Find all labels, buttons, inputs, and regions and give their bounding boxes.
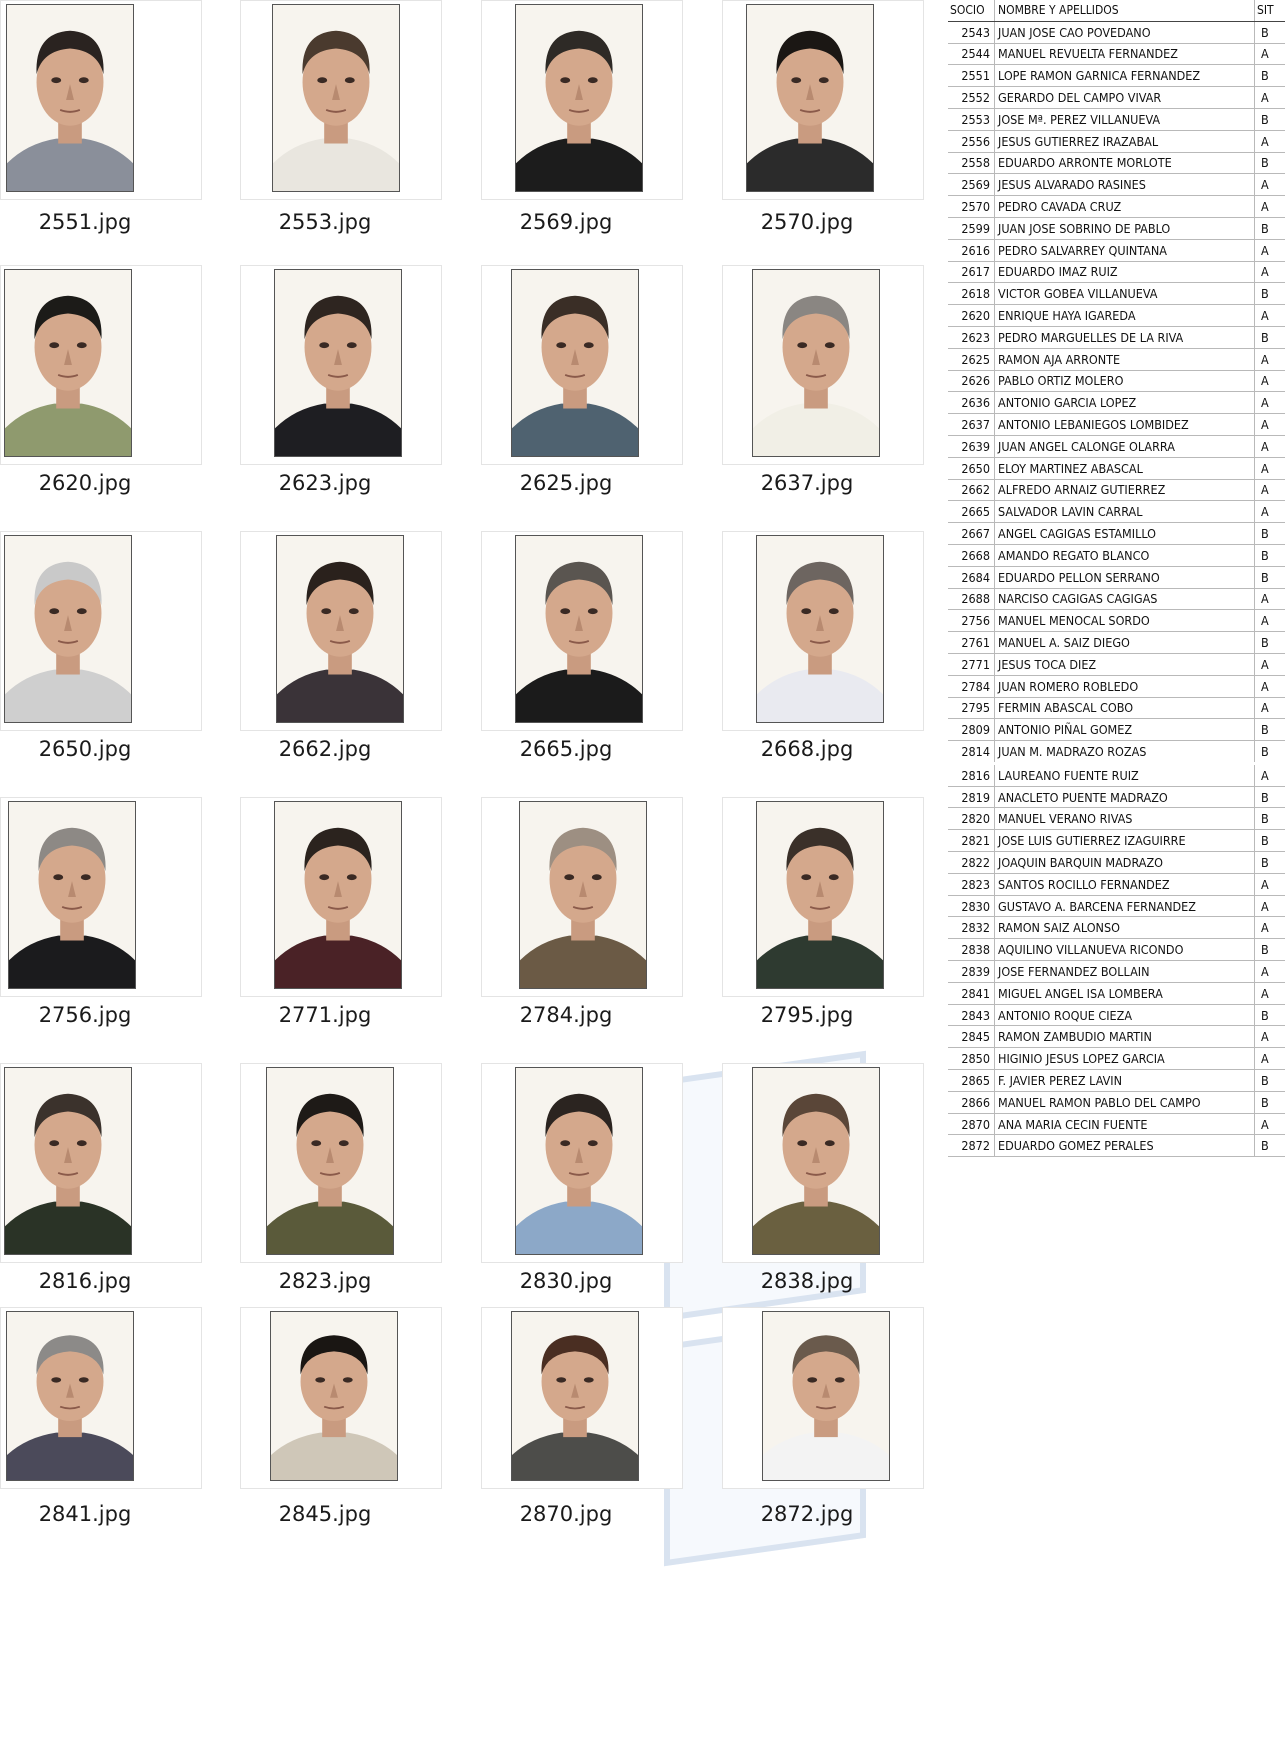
member-name: JOSE Mª. PEREZ VILLANUEVA xyxy=(995,108,1255,130)
member-number: 2637 xyxy=(948,414,995,436)
portrait-photo xyxy=(746,4,874,192)
member-status: A xyxy=(1255,479,1285,501)
roster-row xyxy=(948,1048,1285,1070)
roster-row xyxy=(948,479,1285,501)
member-status: A xyxy=(1255,239,1285,261)
roster-row xyxy=(948,326,1285,348)
member-number: 2626 xyxy=(948,370,995,392)
member-name: ANTONIO GARCIA LOPEZ xyxy=(995,392,1255,414)
member-name: LOPE RAMON GARNICA FERNANDEZ xyxy=(995,65,1255,87)
roster-row xyxy=(948,982,1285,1004)
member-status: B xyxy=(1255,544,1285,566)
member-status: A xyxy=(1255,174,1285,196)
member-name: JESUS GUTIERREZ IRAZABAL xyxy=(995,130,1255,152)
roster-row xyxy=(948,392,1285,414)
member-name: JUAN M. MADRAZO ROZAS xyxy=(995,741,1255,764)
member-name: JOAQUIN BARQUIN MADRAZO xyxy=(995,852,1255,874)
portrait-photo xyxy=(4,269,132,457)
header-sit: SIT xyxy=(1255,0,1285,21)
member-number: 2620 xyxy=(948,305,995,327)
photo-filename: 2845.jpg xyxy=(278,1502,372,1526)
member-status: A xyxy=(1255,501,1285,523)
member-number: 2668 xyxy=(948,544,995,566)
portrait-photo xyxy=(752,269,880,457)
member-name: F. JAVIER PEREZ LAVIN xyxy=(995,1070,1255,1092)
photo-filename: 2771.jpg xyxy=(278,1003,372,1027)
member-name: EDUARDO IMAZ RUIZ xyxy=(995,261,1255,283)
roster-row xyxy=(948,370,1285,392)
member-status: B xyxy=(1255,852,1285,874)
roster-row xyxy=(948,435,1285,457)
member-status: A xyxy=(1255,196,1285,218)
member-number: 2636 xyxy=(948,392,995,414)
header-socio: SOCIO xyxy=(948,0,995,21)
member-number: 2684 xyxy=(948,566,995,588)
member-number: 2662 xyxy=(948,479,995,501)
member-number: 2839 xyxy=(948,961,995,983)
roster-row xyxy=(948,588,1285,610)
member-name: JESUS TOCA DIEZ xyxy=(995,653,1255,675)
roster-row xyxy=(948,917,1285,939)
roster-row xyxy=(948,130,1285,152)
member-number: 2830 xyxy=(948,895,995,917)
member-status: A xyxy=(1255,1113,1285,1135)
member-name: RAMON ZAMBUDIO MARTIN xyxy=(995,1026,1255,1048)
member-status: B xyxy=(1255,830,1285,852)
member-status: A xyxy=(1255,414,1285,436)
member-name: RAMON SAIZ ALONSO xyxy=(995,917,1255,939)
photo-filename: 2870.jpg xyxy=(519,1502,613,1526)
photo-filename: 2823.jpg xyxy=(278,1269,372,1293)
photo-filename: 2623.jpg xyxy=(278,471,372,495)
member-name: FERMIN ABASCAL COBO xyxy=(995,697,1255,719)
member-status: B xyxy=(1255,217,1285,239)
member-name: ANTONIO ROQUE CIEZA xyxy=(995,1004,1255,1026)
member-number: 2570 xyxy=(948,196,995,218)
roster-row xyxy=(948,457,1285,479)
member-name: EDUARDO ARRONTE MORLOTE xyxy=(995,152,1255,174)
roster-row xyxy=(948,1004,1285,1026)
member-status: B xyxy=(1255,65,1285,87)
member-number: 2616 xyxy=(948,239,995,261)
member-status: A xyxy=(1255,87,1285,109)
photo-filename: 2650.jpg xyxy=(38,737,132,761)
member-number: 2639 xyxy=(948,435,995,457)
member-number: 2843 xyxy=(948,1004,995,1026)
member-status: A xyxy=(1255,917,1285,939)
photo-filename: 2662.jpg xyxy=(278,737,372,761)
member-name: ANACLETO PUENTE MADRAZO xyxy=(995,786,1255,808)
roster-row xyxy=(948,43,1285,65)
member-number: 2665 xyxy=(948,501,995,523)
portrait-photo xyxy=(752,1067,880,1255)
photo-filename: 2620.jpg xyxy=(38,471,132,495)
portrait-photo xyxy=(756,535,884,723)
member-name: JUAN JOSE CAO POVEDANO xyxy=(995,21,1255,43)
member-number: 2556 xyxy=(948,130,995,152)
roster-row xyxy=(948,1091,1285,1113)
roster-row xyxy=(948,196,1285,218)
member-status: A xyxy=(1255,130,1285,152)
roster-row xyxy=(948,217,1285,239)
member-status: B xyxy=(1255,808,1285,830)
member-name: PEDRO MARGUELLES DE LA RIVA xyxy=(995,326,1255,348)
roster-row xyxy=(948,566,1285,588)
portrait-photo xyxy=(276,535,404,723)
member-status: B xyxy=(1255,152,1285,174)
member-name: ANTONIO PIÑAL GOMEZ xyxy=(995,719,1255,741)
member-name: PEDRO CAVADA CRUZ xyxy=(995,196,1255,218)
photo-filename: 2872.jpg xyxy=(760,1502,854,1526)
roster-row xyxy=(948,1135,1285,1157)
member-number: 2667 xyxy=(948,523,995,545)
portrait-photo xyxy=(762,1311,890,1481)
photo-filename: 2830.jpg xyxy=(519,1269,613,1293)
member-number: 2569 xyxy=(948,174,995,196)
roster-row xyxy=(948,283,1285,305)
member-number: 2558 xyxy=(948,152,995,174)
portrait-photo xyxy=(274,801,402,989)
member-name: JUAN ANGEL CALONGE OLARRA xyxy=(995,435,1255,457)
roster-row xyxy=(948,108,1285,130)
member-number: 2866 xyxy=(948,1091,995,1113)
portrait-photo xyxy=(270,1311,398,1481)
roster-row xyxy=(948,1026,1285,1048)
member-status: A xyxy=(1255,261,1285,283)
member-number: 2822 xyxy=(948,852,995,874)
member-name: HIGINIO JESUS LOPEZ GARCIA xyxy=(995,1048,1255,1070)
photo-filename: 2637.jpg xyxy=(760,471,854,495)
member-number: 2784 xyxy=(948,675,995,697)
roster-row xyxy=(948,21,1285,43)
member-name: JESUS ALVARADO RASINES xyxy=(995,174,1255,196)
member-status: B xyxy=(1255,741,1285,764)
member-name: ENRIQUE HAYA IGAREDA xyxy=(995,305,1255,327)
member-status: A xyxy=(1255,1048,1285,1070)
roster-row xyxy=(948,1070,1285,1092)
member-status: A xyxy=(1255,961,1285,983)
member-name: GERARDO DEL CAMPO VIVAR xyxy=(995,87,1255,109)
member-number: 2841 xyxy=(948,982,995,1004)
roster-row xyxy=(948,261,1285,283)
header-name: NOMBRE Y APELLIDOS xyxy=(995,0,1255,21)
member-number: 2599 xyxy=(948,217,995,239)
portrait-photo xyxy=(8,801,136,989)
member-number: 2617 xyxy=(948,261,995,283)
member-number: 2814 xyxy=(948,741,995,764)
roster-row xyxy=(948,523,1285,545)
member-number: 2623 xyxy=(948,326,995,348)
roster-row xyxy=(948,873,1285,895)
portrait-photo xyxy=(6,1311,134,1481)
member-name: AQUILINO VILLANUEVA RICONDO xyxy=(995,939,1255,961)
member-name: AMANDO REGATO BLANCO xyxy=(995,544,1255,566)
member-number: 2795 xyxy=(948,697,995,719)
member-number: 2816 xyxy=(948,763,995,786)
photo-filename: 2551.jpg xyxy=(38,210,132,234)
photo-filename: 2570.jpg xyxy=(760,210,854,234)
member-name: VICTOR GOBEA VILLANUEVA xyxy=(995,283,1255,305)
member-name: RAMON AJA ARRONTE xyxy=(995,348,1255,370)
member-number: 2761 xyxy=(948,632,995,654)
roster-row xyxy=(948,1113,1285,1135)
member-number: 2756 xyxy=(948,610,995,632)
portrait-photo xyxy=(511,1311,639,1481)
member-status: B xyxy=(1255,283,1285,305)
member-name: JUAN JOSE SOBRINO DE PABLO xyxy=(995,217,1255,239)
member-name: ELOY MARTINEZ ABASCAL xyxy=(995,457,1255,479)
photo-filename: 2841.jpg xyxy=(38,1502,132,1526)
member-name: ALFREDO ARNAIZ GUTIERREZ xyxy=(995,479,1255,501)
member-name: MANUEL MENOCAL SORDO xyxy=(995,610,1255,632)
roster-row xyxy=(948,719,1285,741)
member-status: B xyxy=(1255,632,1285,654)
portrait-photo xyxy=(515,535,643,723)
member-number: 2543 xyxy=(948,21,995,43)
member-number: 2845 xyxy=(948,1026,995,1048)
roster-row xyxy=(948,501,1285,523)
photo-filename: 2795.jpg xyxy=(760,1003,854,1027)
photo-filename: 2665.jpg xyxy=(519,737,613,761)
member-name: PEDRO SALVARREY QUINTANA xyxy=(995,239,1255,261)
member-name: MANUEL A. SAIZ DIEGO xyxy=(995,632,1255,654)
roster-row xyxy=(948,961,1285,983)
member-status: B xyxy=(1255,1091,1285,1113)
portrait-photo xyxy=(274,269,402,457)
member-name: MANUEL RAMON PABLO DEL CAMPO xyxy=(995,1091,1255,1113)
member-status: A xyxy=(1255,675,1285,697)
roster-row xyxy=(948,697,1285,719)
portrait-photo xyxy=(6,4,134,192)
member-number: 2872 xyxy=(948,1135,995,1157)
photo-filename: 2784.jpg xyxy=(519,1003,613,1027)
member-status: B xyxy=(1255,786,1285,808)
member-status: B xyxy=(1255,1004,1285,1026)
member-number: 2819 xyxy=(948,786,995,808)
member-status: B xyxy=(1255,523,1285,545)
portrait-photo xyxy=(272,4,400,192)
photo-filename: 2816.jpg xyxy=(38,1269,132,1293)
member-name: MANUEL REVUELTA FERNANDEZ xyxy=(995,43,1255,65)
member-status: A xyxy=(1255,392,1285,414)
roster-row xyxy=(948,653,1285,675)
roster-row xyxy=(948,305,1285,327)
member-name: SANTOS ROCILLO FERNANDEZ xyxy=(995,873,1255,895)
member-status: B xyxy=(1255,566,1285,588)
member-status: B xyxy=(1255,719,1285,741)
roster-row xyxy=(948,632,1285,654)
member-name: EDUARDO GOMEZ PERALES xyxy=(995,1135,1255,1157)
member-status: A xyxy=(1255,305,1285,327)
member-name: GUSTAVO A. BARCENA FERNANDEZ xyxy=(995,895,1255,917)
portrait-photo xyxy=(756,801,884,989)
member-status: B xyxy=(1255,1070,1285,1092)
photo-filename: 2625.jpg xyxy=(519,471,613,495)
roster-row xyxy=(948,830,1285,852)
member-roster-table xyxy=(948,0,1285,1157)
member-status: B xyxy=(1255,1135,1285,1157)
member-status: A xyxy=(1255,610,1285,632)
member-name: JOSE FERNANDEZ BOLLAIN xyxy=(995,961,1255,983)
roster-row xyxy=(948,763,1285,786)
roster-row xyxy=(948,741,1285,764)
roster-row xyxy=(948,895,1285,917)
photo-filename: 2553.jpg xyxy=(278,210,372,234)
member-status: A xyxy=(1255,588,1285,610)
member-number: 2544 xyxy=(948,43,995,65)
roster-row xyxy=(948,808,1285,830)
member-status: A xyxy=(1255,435,1285,457)
roster-row xyxy=(948,348,1285,370)
roster-row xyxy=(948,174,1285,196)
roster-row xyxy=(948,939,1285,961)
photo-filename: 2569.jpg xyxy=(519,210,613,234)
roster-row xyxy=(948,87,1285,109)
portrait-photo xyxy=(511,269,639,457)
member-name: PABLO ORTIZ MOLERO xyxy=(995,370,1255,392)
photo-filename: 2756.jpg xyxy=(38,1003,132,1027)
roster-row xyxy=(948,544,1285,566)
roster-row xyxy=(948,610,1285,632)
roster-row xyxy=(948,675,1285,697)
portrait-photo xyxy=(4,1067,132,1255)
member-number: 2838 xyxy=(948,939,995,961)
member-number: 2688 xyxy=(948,588,995,610)
member-number: 2821 xyxy=(948,830,995,852)
member-status: A xyxy=(1255,763,1285,786)
member-status: A xyxy=(1255,873,1285,895)
roster-header-row xyxy=(948,0,1285,21)
member-status: A xyxy=(1255,982,1285,1004)
member-status: B xyxy=(1255,21,1285,43)
member-status: A xyxy=(1255,348,1285,370)
member-status: A xyxy=(1255,457,1285,479)
member-number: 2820 xyxy=(948,808,995,830)
member-status: A xyxy=(1255,697,1285,719)
roster-row xyxy=(948,852,1285,874)
roster-row xyxy=(948,152,1285,174)
member-status: A xyxy=(1255,1026,1285,1048)
member-number: 2551 xyxy=(948,65,995,87)
member-number: 2618 xyxy=(948,283,995,305)
member-number: 2552 xyxy=(948,87,995,109)
member-name: LAUREANO FUENTE RUIZ xyxy=(995,763,1255,786)
portrait-photo xyxy=(515,4,643,192)
member-status: A xyxy=(1255,895,1285,917)
roster-row xyxy=(948,414,1285,436)
member-number: 2823 xyxy=(948,873,995,895)
member-number: 2850 xyxy=(948,1048,995,1070)
roster-row xyxy=(948,65,1285,87)
member-status: B xyxy=(1255,326,1285,348)
member-name: MANUEL VERANO RIVAS xyxy=(995,808,1255,830)
member-status: A xyxy=(1255,43,1285,65)
portrait-photo xyxy=(266,1067,394,1255)
photo-filename: 2838.jpg xyxy=(760,1269,854,1293)
member-name: ANGEL CAGIGAS ESTAMILLO xyxy=(995,523,1255,545)
member-number: 2553 xyxy=(948,108,995,130)
member-number: 2832 xyxy=(948,917,995,939)
portrait-photo xyxy=(515,1067,643,1255)
member-name: EDUARDO PELLON SERRANO xyxy=(995,566,1255,588)
portrait-photo xyxy=(4,535,132,723)
member-status: A xyxy=(1255,653,1285,675)
member-status: B xyxy=(1255,108,1285,130)
member-number: 2809 xyxy=(948,719,995,741)
member-number: 2771 xyxy=(948,653,995,675)
photo-filename: 2668.jpg xyxy=(760,737,854,761)
member-name: MIGUEL ANGEL ISA LOMBERA xyxy=(995,982,1255,1004)
member-number: 2650 xyxy=(948,457,995,479)
member-number: 2870 xyxy=(948,1113,995,1135)
roster-row xyxy=(948,786,1285,808)
portrait-photo xyxy=(519,801,647,989)
member-name: JUAN ROMERO ROBLEDO xyxy=(995,675,1255,697)
member-name: ANA MARIA CECIN FUENTE xyxy=(995,1113,1255,1135)
member-status: B xyxy=(1255,939,1285,961)
member-name: ANTONIO LEBANIEGOS LOMBIDEZ xyxy=(995,414,1255,436)
member-name: NARCISO CAGIGAS CAGIGAS xyxy=(995,588,1255,610)
roster-row xyxy=(948,239,1285,261)
member-number: 2625 xyxy=(948,348,995,370)
member-number: 2865 xyxy=(948,1070,995,1092)
member-name: SALVADOR LAVIN CARRAL xyxy=(995,501,1255,523)
member-status: A xyxy=(1255,370,1285,392)
member-name: JOSE LUIS GUTIERREZ IZAGUIRRE xyxy=(995,830,1255,852)
